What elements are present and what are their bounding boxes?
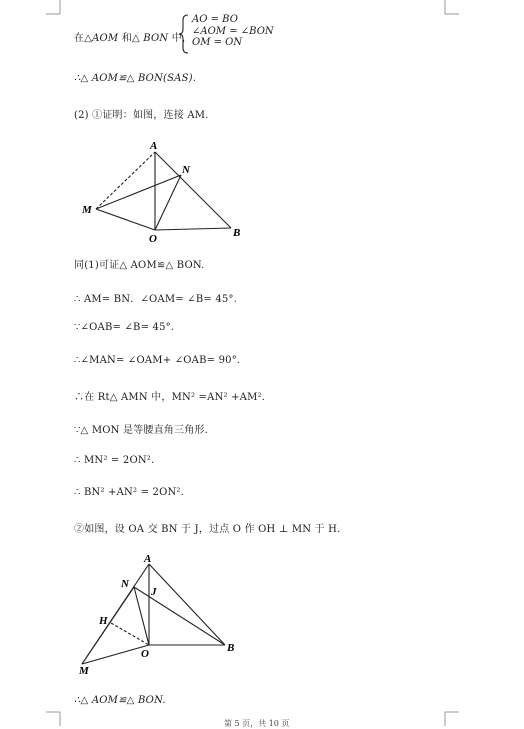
fig2-label-n: N bbox=[121, 578, 129, 590]
text-line-6: ∵∠OAB= ∠B= 45°. bbox=[74, 322, 175, 333]
text-line-11: ∴ BN² +AN² = 2ON². bbox=[74, 487, 185, 498]
left-brace bbox=[178, 14, 190, 54]
fig1-segment-am-dashed bbox=[96, 152, 155, 209]
text-line-5: ∴ AM= BN．∠OAM= ∠B= 45°. bbox=[74, 294, 238, 305]
fig2-label-h: H bbox=[99, 615, 108, 627]
text-line-13: ∴△ AOM≌△ BON. bbox=[74, 695, 166, 706]
system-line-2: ∠AOM = ∠BON bbox=[192, 25, 274, 37]
fig1-label-o: O bbox=[149, 233, 157, 245]
text-line-10: ∴ MN² = 2ON². bbox=[74, 455, 155, 466]
geometry-figure-1 bbox=[78, 136, 258, 246]
fig2-segment-oh-dashed bbox=[111, 623, 149, 645]
fig2-label-j: J bbox=[151, 586, 157, 598]
text-line-7: ∴∠MAN= ∠OAM+ ∠OAB= 90°. bbox=[74, 355, 241, 366]
equation-system bbox=[178, 14, 288, 54]
fig2-label-a: A bbox=[144, 553, 152, 565]
fig2-segment-am bbox=[82, 564, 149, 664]
fig1-segment-ab bbox=[155, 152, 231, 228]
fig2-label-b: B bbox=[227, 642, 235, 654]
fig2-label-o: O bbox=[141, 648, 149, 660]
text-and: 和△ bbox=[118, 33, 144, 44]
fig1-label-b: B bbox=[233, 227, 241, 239]
fig1-segment-mn bbox=[96, 175, 181, 209]
system-lines bbox=[192, 14, 274, 49]
fig1-segment-mo bbox=[96, 209, 155, 230]
text-in: 中， bbox=[168, 33, 193, 44]
fig1-label-n: N bbox=[182, 164, 190, 176]
fig1-label-m: M bbox=[82, 204, 92, 216]
text-triangle-bon: BON bbox=[143, 33, 169, 44]
text-line-1 bbox=[74, 29, 192, 44]
fig2-label-m: M bbox=[79, 665, 89, 677]
fig2-segment-nb bbox=[134, 587, 225, 645]
page-footer: 第 5 页，共 10 页 bbox=[224, 719, 290, 728]
text-line-12: ②如图，设 OA 交 BN 于 J，过点 O 作 OH ⊥ MN 于 H. bbox=[74, 524, 341, 535]
text-line-2: ∴△ AOM≌△ BON(SAS). bbox=[74, 73, 197, 84]
system-line-3: OM = ON bbox=[192, 37, 243, 48]
text-line-8: ∴在 Rt△ AMN 中，MN² =AN² +AM². bbox=[74, 392, 266, 403]
text-triangle-aom: AOM bbox=[92, 33, 119, 44]
system-line-1: AO = BO bbox=[192, 14, 238, 25]
fig1-label-a: A bbox=[150, 140, 158, 152]
fig1-segment-ob bbox=[155, 228, 231, 230]
geometry-figure-2 bbox=[70, 550, 250, 680]
text-line-3: (2) ①证明：如图，连接 AM. bbox=[74, 110, 209, 121]
text-line-4: 同(1)可证△ AOM≌△ BON. bbox=[74, 260, 205, 271]
text-line-9: ∵△ MON 是等腰直角三角形. bbox=[74, 425, 208, 436]
fig2-segment-ab bbox=[149, 564, 225, 645]
text-prefix: 在△ bbox=[74, 33, 93, 44]
fig2-segment-mo bbox=[82, 645, 149, 664]
